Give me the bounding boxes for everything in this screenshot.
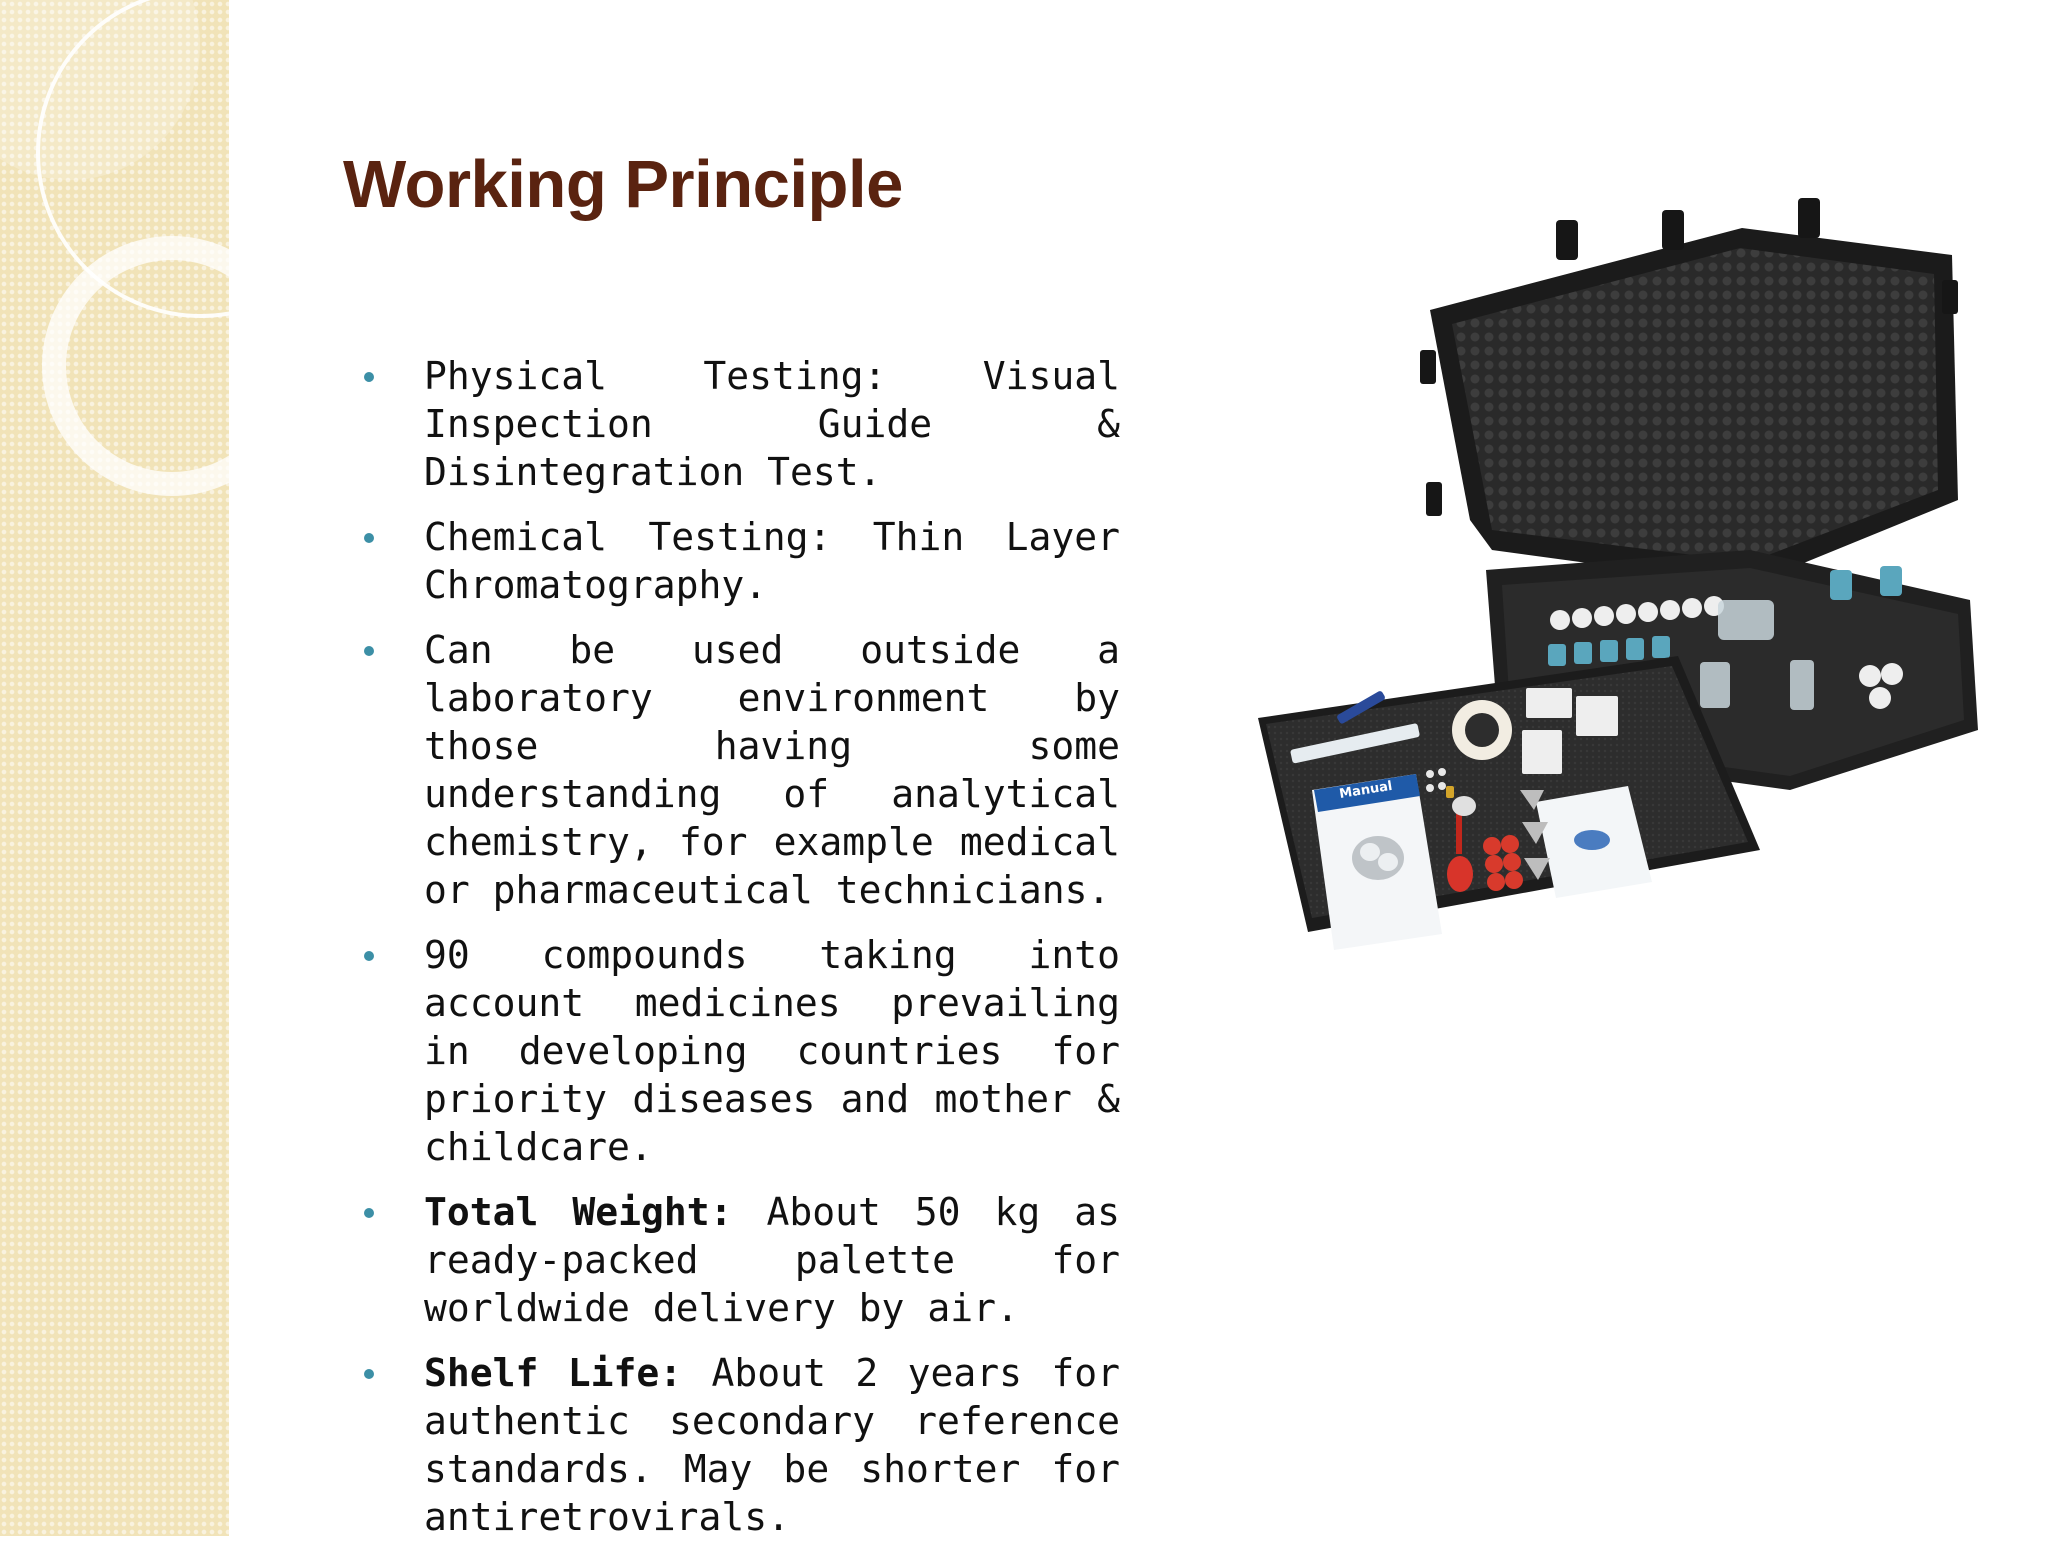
bullet-dot-icon [364, 533, 374, 543]
bullet-text: Can be used outside a laboratory environment by those having some understanding of analytical chemistry, for example medical or pharmaceutical technicians. [424, 628, 1120, 912]
bullet-item [360, 352, 1120, 496]
bullet-item [360, 513, 1120, 609]
bullet-item [360, 1188, 1120, 1332]
bullet-dot-icon [364, 1369, 374, 1379]
bullet-item [360, 626, 1120, 914]
bullet-text: About 50 kg as ready-packed palette for worldwide delivery by air. [424, 1190, 1120, 1330]
case-lid [1420, 198, 1958, 585]
decorative-sidebar [0, 0, 229, 1536]
bullet-text: Chemical Testing: Thin Layer Chromatography. [424, 515, 1120, 607]
bullet-dot-icon [364, 951, 374, 961]
bullet-text: About 2 years for authentic secondary reference standards. May be shorter for antiretrovirals. [424, 1351, 1120, 1539]
bullet-list [360, 352, 1120, 1558]
foam-tray [1258, 656, 1760, 950]
testing-kit-case-photo [1230, 190, 1990, 1050]
bullet-item [360, 1349, 1120, 1541]
bullet-text: Physical Testing: Visual Inspection Guide & Disintegration Test. [424, 354, 1120, 494]
bullet-dot-icon [364, 1208, 374, 1218]
bullet-dot-icon [364, 646, 374, 656]
bullet-text: 90 compounds taking into account medicines prevailing in developing countries for priority diseases and mother & childcare. [424, 933, 1120, 1169]
bullet-bold-lead: Total Weight: [424, 1190, 733, 1234]
decorative-ring [42, 236, 302, 496]
slide-title: Working Principle [343, 147, 903, 222]
bullet-bold-lead: Shelf Life: [424, 1351, 683, 1395]
manual-label: Manual [1338, 778, 1394, 802]
bullet-item [360, 931, 1120, 1171]
bullet-dot-icon [364, 372, 374, 382]
